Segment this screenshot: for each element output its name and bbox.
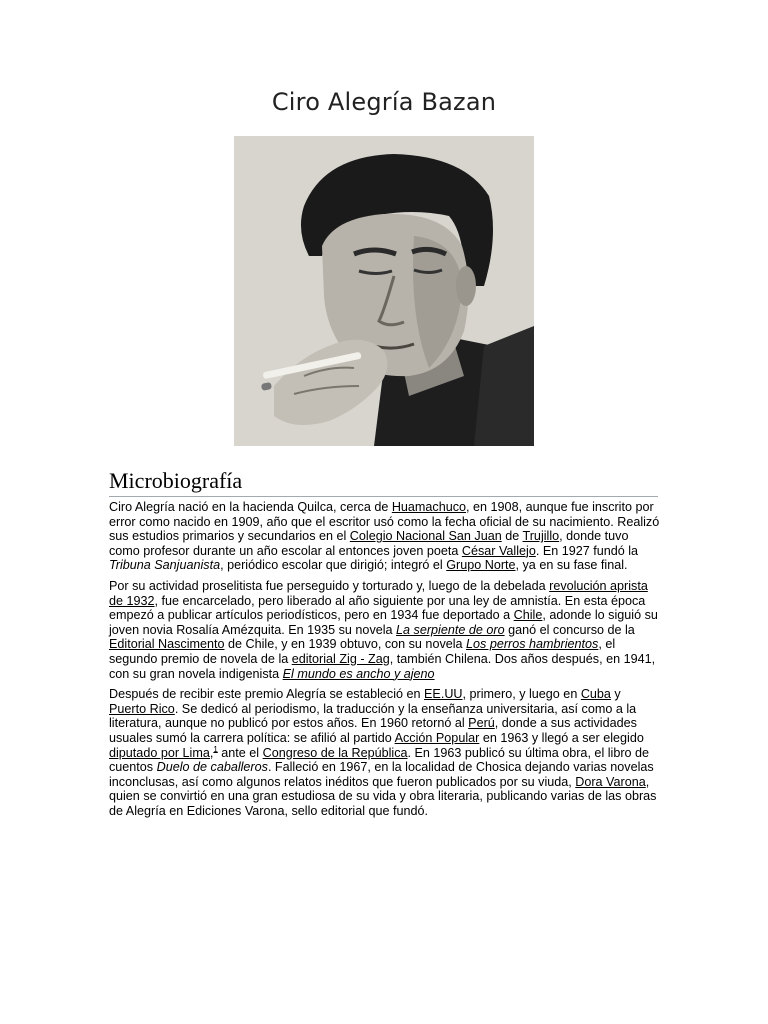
article-body: [109, 500, 661, 824]
link-editorial-nascimento[interactable]: Editorial Nascimento: [109, 637, 225, 652]
text: , quien se convirtió en una gran estudiosa de su vida y obra literaria, publicando varias de las obras de Alegría en Ediciones Varona, sello editorial que fundó.: [109, 774, 657, 818]
paragraph-3: [109, 687, 661, 818]
text: . Se dedicó al periodismo, la traducción y la enseñanza universitaria, así como a la literatura, aunque no publicó por estos años. En 1960 retornó al: [109, 701, 637, 731]
text: en 1963 y llegó a ser elegido: [479, 730, 644, 745]
text: y: [610, 687, 621, 702]
link-los-perros-hambrientos[interactable]: Los perros hambrientos: [466, 637, 599, 652]
italic-title: Duelo de caballeros: [156, 760, 268, 775]
link-eeuu[interactable]: EE.UU: [424, 687, 463, 702]
link-diputado-por-lima[interactable]: diputado por Lima,: [109, 745, 214, 760]
link-trujillo[interactable]: Trujillo: [522, 529, 560, 544]
page-title: Ciro Alegría Bazan: [271, 88, 497, 116]
link-peru[interactable]: Perú: [468, 716, 495, 731]
link-revolucion-aprista[interactable]: revolución aprista de 1932: [109, 578, 648, 608]
link-colegio-nacional-san-juan[interactable]: Colegio Nacional San Juan: [349, 529, 502, 544]
link-dora-varona[interactable]: Dora Varona: [575, 774, 646, 789]
text: , también Chilena. Dos años después, en 1941, con su gran novela indigenista: [109, 651, 656, 681]
text: . En 1963 publicó su última obra, el libro de cuentos: [109, 745, 650, 775]
text: , el segundo premio de novela de la: [109, 637, 616, 666]
link-congreso-de-la-republica[interactable]: Congreso de la República: [262, 745, 408, 760]
link-puerto-rico[interactable]: Puerto Rico: [109, 701, 175, 716]
text: Después de recibir este premio Alegría se estableció en: [109, 687, 425, 702]
text: , donde tuvo como profesor durante un año escolar al entonces joven poeta: [109, 529, 629, 558]
paragraph-2: [109, 579, 661, 681]
link-el-mundo-es-ancho-y-ajeno[interactable]: El mundo es ancho y ajeno: [282, 666, 435, 681]
text: de Chile, y en 1939 obtuvo, con su novela: [224, 637, 467, 652]
italic-title: Tribuna Sanjuanista: [109, 558, 221, 573]
text: , en 1908, aunque fue inscrito por error como nacido en 1909, año que el escritor usó como la fecha oficial de su nacimiento. Realizó sus estudios primarios y secundarios en el: [109, 500, 660, 544]
text: Ciro Alegría nació en la hacienda Quilca, cerca de: [109, 500, 392, 514]
portrait-photo: [234, 136, 534, 446]
text: . Falleció en 1967, en la localidad de Chosica dejando varias novelas inconclusas, así como algunos relatos inéditos que fueron publicados por su viuda,: [109, 760, 654, 789]
link-chile[interactable]: Chile: [513, 608, 543, 623]
text: , primero, y luego en: [462, 687, 581, 702]
text: , periódico escolar que dirigió; integró el: [220, 558, 447, 573]
text: , donde a sus actividades usuales sumó la carrera política: se afilió al partido: [109, 716, 637, 745]
link-editorial-zig-zag[interactable]: editorial Zig - Zag: [291, 651, 390, 666]
text: , adonde lo siguió su joven novia Rosalía Amézquita. En 1935 su novela: [109, 608, 658, 637]
footnote-ref[interactable]: 1: [213, 744, 218, 754]
link-cuba[interactable]: Cuba: [580, 687, 611, 702]
link-la-serpiente-de-oro[interactable]: La serpiente de oro: [396, 622, 505, 637]
link-cesar-vallejo[interactable]: César Vallejo: [461, 543, 536, 558]
text: . En 1927 fundó la: [535, 543, 639, 558]
link-grupo-norte[interactable]: Grupo Norte: [446, 558, 516, 573]
text: , ya en su fase final.: [515, 558, 628, 573]
link-accion-popular[interactable]: Acción Popular: [394, 730, 480, 745]
text: , fue encarcelado, pero liberado al año siguiente por una ley de amnistía. En esta época empezó a publicar artículos periodísticos, pero en 1934 fue deportado a: [109, 593, 646, 623]
link-huamachuco[interactable]: Huamachuco: [391, 500, 467, 514]
text: ante el: [217, 745, 263, 760]
text: Por su actividad proselitista fue perseguido y torturado y, luego de la debelada: [109, 578, 550, 593]
text: de: [501, 529, 523, 544]
text: ganó el concurso de la: [504, 622, 635, 637]
paragraph-1: [109, 500, 661, 573]
section-heading: Microbiografía: [109, 468, 658, 497]
